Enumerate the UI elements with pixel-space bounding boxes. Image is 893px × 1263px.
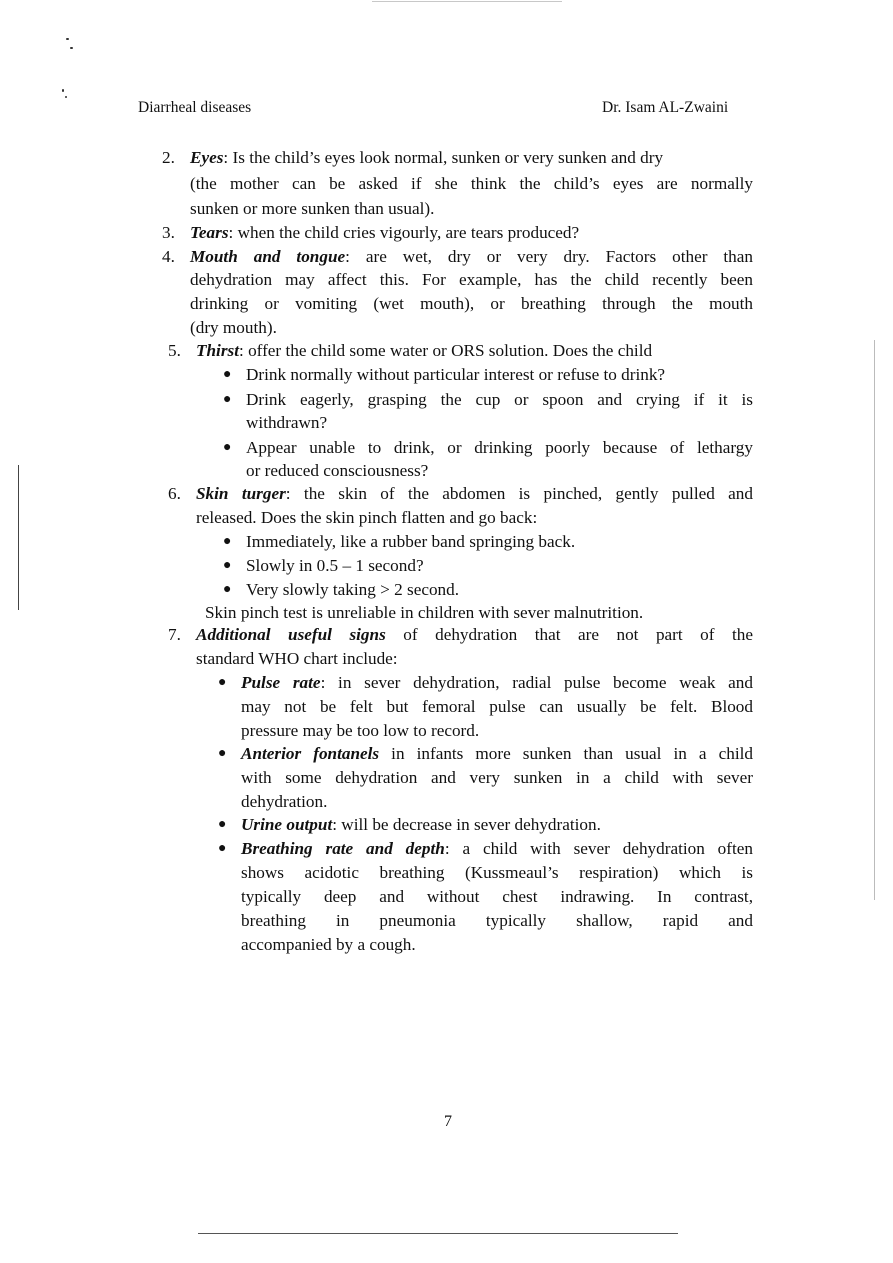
bullet-line: Very slowly taking > 2 second.: [246, 580, 460, 599]
item-term: Thirst: [196, 341, 239, 360]
bullet-icon: ●: [223, 367, 232, 382]
sign-line: breathing in pneumonia typically shallow, rapid and: [241, 911, 753, 930]
sign-line: dehydration.: [241, 792, 328, 811]
item-term: Additional useful signs: [196, 625, 386, 644]
bullet-line: Appear unable to drink, or drinking poorly because of lethargy: [246, 438, 753, 457]
item-term: Tears: [190, 223, 229, 242]
sign-line: may not be felt but femoral pulse can usually be felt. Blood: [241, 697, 753, 716]
item-line: dehydration may affect this. For example, has the child recently been: [190, 270, 753, 289]
sign-line: Pulse rate: in sever dehydration, radial pulse become weak and: [241, 673, 753, 692]
bullet-line: Drink normally without particular interest or refuse to drink?: [246, 365, 666, 384]
running-header-author: Dr. Isam AL-Zwaini: [602, 99, 729, 116]
sign-term: Breathing rate and depth: [241, 839, 445, 858]
item-term: Skin turger: [196, 484, 286, 503]
item-number: 3.: [162, 223, 175, 242]
scan-speck: [70, 47, 73, 49]
item-line: (the mother can be asked if she think the child’s eyes are normally: [190, 174, 753, 193]
bullet-line: Slowly in 0.5 – 1 second?: [246, 556, 424, 575]
bullet-icon: ●: [218, 817, 227, 832]
bullet-icon: ●: [223, 582, 232, 597]
bullet-line: or reduced consciousness?: [246, 461, 429, 480]
scan-edge-top: [372, 1, 562, 2]
item-line: Skin turger: the skin of the abdomen is pinched, gently pulled and: [196, 484, 753, 503]
scan-speck: [65, 96, 67, 98]
item-note: Skin pinch test is unreliable in children with sever malnutrition.: [205, 603, 644, 622]
scan-edge-bottom: [198, 1233, 678, 1234]
item-line: Mouth and tongue: are wet, dry or very dry. Factors other than: [190, 247, 753, 266]
item-line: sunken or more sunken than usual).: [190, 199, 435, 218]
item-line: (dry mouth).: [190, 318, 277, 337]
sign-line: accompanied by a cough.: [241, 935, 416, 954]
item-term: Eyes: [190, 148, 224, 167]
scan-edge-left: [18, 465, 19, 610]
item-number: 2.: [162, 148, 175, 167]
sign-line: with some dehydration and very sunken in a child with sever: [241, 768, 753, 787]
sign-line: Breathing rate and depth: a child with sever dehydration often: [241, 839, 753, 858]
item-line: Tears: when the child cries vigourly, are tears produced?: [190, 223, 580, 242]
bullet-icon: ●: [218, 841, 227, 856]
bullet-icon: ●: [223, 558, 232, 573]
bullet-icon: ●: [223, 534, 232, 549]
sign-term: Anterior fontanels: [241, 744, 380, 763]
sign-line: typically deep and without chest indrawing. In contrast,: [241, 887, 753, 906]
bullet-icon: ●: [218, 675, 227, 690]
scan-edge-right: [874, 340, 875, 900]
scan-speck: [66, 38, 69, 40]
item-number: 6.: [168, 484, 181, 503]
bullet-icon: ●: [223, 392, 232, 407]
bullet-line: Drink eagerly, grasping the cup or spoon and crying if it is: [246, 390, 753, 409]
item-line: Additional useful signs of dehydration that are not part of the: [196, 625, 753, 644]
item-number: 4.: [162, 247, 175, 266]
item-line: Thirst: offer the child some water or ORS solution. Does the child: [196, 341, 653, 360]
item-term: Mouth and tongue: [190, 247, 346, 266]
item-line: standard WHO chart include:: [196, 649, 398, 668]
page-number: 7: [444, 1113, 452, 1130]
item-line: drinking or vomiting (wet mouth), or breathing through the mouth: [190, 294, 753, 313]
sign-line: Anterior fontanels in infants more sunken than usual in a child: [241, 744, 753, 763]
bullet-line: Immediately, like a rubber band springing back.: [246, 532, 576, 551]
bullet-icon: ●: [218, 746, 227, 761]
sign-line: shows acidotic breathing (Kussmeaul’s respiration) which is: [241, 863, 753, 882]
sign-term: Pulse rate: [241, 673, 321, 692]
sign-term: Urine output: [241, 815, 333, 834]
item-number: 7.: [168, 625, 181, 644]
running-header-title: Diarrheal diseases: [138, 99, 252, 116]
bullet-line: withdrawn?: [246, 413, 328, 432]
item-line: Eyes: Is the child’s eyes look normal, sunken or very sunken and dry: [190, 148, 664, 167]
scan-speck: [62, 89, 64, 92]
sign-line: pressure may be too low to record.: [241, 721, 480, 740]
bullet-icon: ●: [223, 440, 232, 455]
item-line: released. Does the skin pinch flatten and go back:: [196, 508, 538, 527]
item-number: 5.: [168, 341, 181, 360]
sign-line: Urine output: will be decrease in sever dehydration.: [241, 815, 601, 834]
